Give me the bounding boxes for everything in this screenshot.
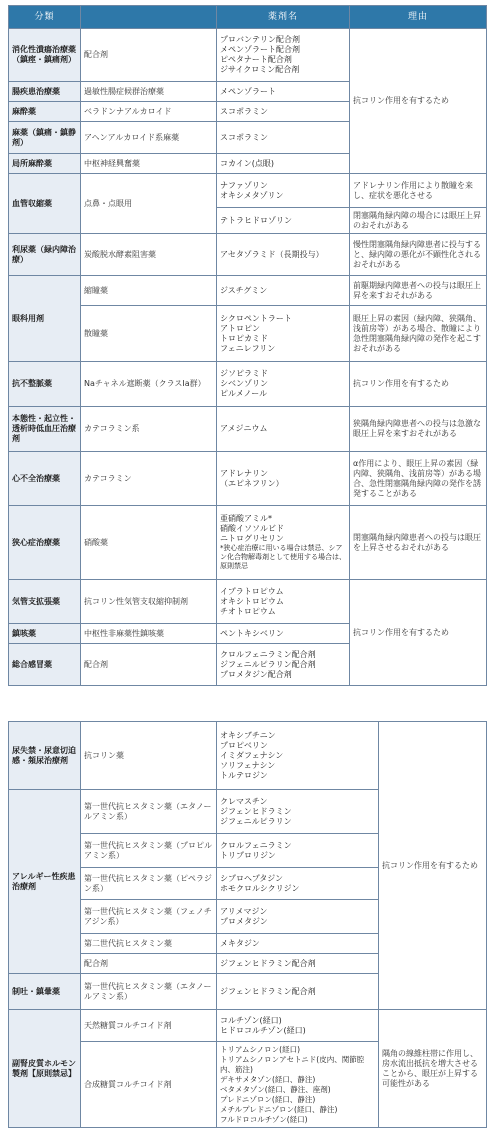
reason-cell: 抗コリン作用を有するため [350, 362, 487, 407]
table-row [9, 452, 487, 506]
reason-cell: α作用により、眼圧上昇の素因（緑内障、狭隅角、浅前房等）がある場合、急性閉塞隅角緑内障の発作を誘発することがある [350, 452, 487, 506]
reason-cell: 慢性閉塞隅角緑内障患者に投与すると、緑内障の悪化が不顕性化されるおそれがある [350, 234, 487, 276]
subcategory-cell: 炭酸脱水酵素阻害薬 [81, 234, 217, 276]
table-row [9, 362, 487, 407]
table-row [9, 506, 487, 580]
drug-cell: ペントキシベリン [217, 624, 350, 644]
reason-cell: 前駆期緑内障患者への投与は眼圧上昇を来すおそれがある [350, 276, 487, 306]
drug-cell: メペンゾラート [217, 82, 350, 102]
drug-cell: シクロペントラート アトロピン トロピカミド フェニレフリン [217, 306, 350, 362]
subcategory-cell: 天然糖質コルチコイド剤 [81, 1010, 217, 1042]
subcategory-cell: 第二世代抗ヒスタミン薬 [81, 934, 217, 954]
drug-cell: クロルフェニラミン配合剤 ジフェニルピラリン配合剤 プロメタジン配合剤 [217, 644, 350, 686]
drug-cell: ジソピラミド シベンゾリン ピルメノール [217, 362, 350, 407]
table-row [9, 174, 487, 208]
drug-cell: テトラヒドロゾリン [217, 208, 350, 234]
subcategory-cell: 点鼻・点眼用 [81, 174, 217, 234]
category-cell: 消化性潰瘍治療薬（鎮痙・鎮痛剤） [9, 29, 81, 82]
category-cell: 尿失禁・尿意切迫感・頻尿治療剤 [9, 722, 81, 790]
subcategory-cell: 散瞳薬 [81, 306, 217, 362]
subcategory-cell: 配合剤 [81, 29, 217, 82]
drug-cell: オキシブチニン プロピベリン イミダフェナシン ソリフェナシン トルテロジン [217, 722, 379, 790]
drug-table-part1 [8, 5, 487, 686]
subcategory-cell: 縮瞳薬 [81, 276, 217, 306]
subcategory-cell: 第一世代抗ヒスタミン薬（エタノールアミン系） [81, 974, 217, 1010]
drug-cell: クレマスチン ジフェンヒドラミン ジフェニルピラリン [217, 790, 379, 834]
category-cell: 抗不整脈薬 [9, 362, 81, 407]
drug-cell: プロバンテリン配合剤 メペンゾラート配合剤 ピペタナート配合剤 ジサイクロミン配合剤 [217, 29, 350, 82]
subcategory-cell: 第一世代抗ヒスタミン薬（プロピルアミン系） [81, 834, 217, 868]
drug-cell: ジスチグミン [217, 276, 350, 306]
drug-cell: イプラトロピウム オキシトロピウム チオトロピウム [217, 580, 350, 624]
drug-cell [217, 506, 350, 580]
table-row [9, 29, 487, 82]
subcategory-cell: 配合剤 [81, 954, 217, 974]
category-cell: 腸疾患治療薬 [9, 82, 81, 102]
drug-cell: トリアムシノロン(経口) トリアムシノロンアセトニド(皮内、関節腔内、筋注) デキサメタゾン(経口、静注) ベタメタゾン(経口、静注、座剤) プレドニゾロン(経口、静注) メチルプレドニゾロン(経口、静注) フルドロコルチゾン(経口) [217, 1042, 379, 1128]
category-cell: 麻酔薬 [9, 102, 81, 122]
subcategory-cell: 合成糖質コルチコイド剤 [81, 1042, 217, 1128]
drug-cell: スコポラミン [217, 102, 350, 122]
table-row [9, 234, 487, 276]
table-row [9, 580, 487, 624]
drug-cell: アドレナリン （エピネフリン） [217, 452, 350, 506]
reason-cell: 狭隅角緑内障患者への投与は急激な眼圧上昇を来すおそれがある [350, 407, 487, 452]
reason-cell: 隅角の線維柱帯に作用し、房水流出抵抗を増大させることから、眼圧が上昇する可能性がある [379, 1010, 487, 1128]
reason-cell: 眼圧上昇の素因（緑内障、狭隅角、浅前房等）がある場合、散瞳により急性閉塞隅角緑内障の発作を起こすおそれがある [350, 306, 487, 362]
subcategory-cell: 抗コリン薬 [81, 722, 217, 790]
reason-cell: 抗コリン作用を有するため [350, 580, 487, 686]
drug-cell: アリメマジン プロメタジン [217, 900, 379, 934]
subcategory-cell: 中枢性非麻薬性鎮咳薬 [81, 624, 217, 644]
subcategory-cell: 抗コリン性気管支収縮抑制剤 [81, 580, 217, 624]
reason-cell: アドレナリン作用により散瞳を来し、症状を悪化させる [350, 174, 487, 208]
reason-cell: 抗コリン作用を有するため [379, 722, 487, 1010]
subcategory-cell: 第一世代抗ヒスタミン薬（エタノールアミン系） [81, 790, 217, 834]
drug-cell: メキタジン [217, 934, 379, 954]
table-header [9, 6, 487, 29]
subcategory-cell: カテコラミン系 [81, 407, 217, 452]
drug-note: *狭心症治療に用いる場合は禁忌、シアン化合物解毒剤として使用する場合は、原則禁忌 [220, 544, 346, 570]
header-reason: 理由 [350, 6, 487, 29]
drug-cell: ジフェンヒドラミン配合剤 [217, 974, 379, 1010]
drug-cell: ジフェンヒドラミン配合剤 [217, 954, 379, 974]
table-row [9, 306, 487, 362]
subcategory-cell: ベラドンナアルカロイド [81, 102, 217, 122]
table-row [9, 722, 487, 790]
drug-list: 亜硝酸アミル* 硝酸イソソルビド ニトログリセリン [220, 514, 284, 543]
subcategory-cell: 配合剤 [81, 644, 217, 686]
drug-cell: スコポラミン [217, 122, 350, 154]
category-cell: アレルギー性疾患治療剤 [9, 790, 81, 974]
drug-cell: アセタゾラミド（長期投与） [217, 234, 350, 276]
category-cell: 気管支拡張薬 [9, 580, 81, 624]
category-cell: 心不全治療薬 [9, 452, 81, 506]
reason-cell: 抗コリン作用を有するため [350, 29, 487, 174]
category-cell: 麻薬（鎮痛・鎮静剤） [9, 122, 81, 154]
drug-table-part2 [8, 721, 487, 1128]
category-cell: 副腎皮質ホルモン製剤【原則禁忌】 [9, 1010, 81, 1128]
subcategory-cell: 第一世代抗ヒスタミン薬（ピペラジン系） [81, 868, 217, 900]
category-cell: 本態性・起立性・透析時低血圧治療剤 [9, 407, 81, 452]
category-cell: 血管収縮薬 [9, 174, 81, 234]
category-cell: 鎮咳薬 [9, 624, 81, 644]
drug-cell: コカイン(点眼) [217, 154, 350, 174]
reason-cell: 閉塞隅角緑内障患者への投与は眼圧を上昇させるおそれがある [350, 506, 487, 580]
drug-cell: コルチゾン(経口) ヒドロコルチゾン(経口) [217, 1010, 379, 1042]
subcategory-cell: Naチャネル遮断薬（クラスⅠa群） [81, 362, 217, 407]
category-cell: 総合感冒薬 [9, 644, 81, 686]
drug-cell: シプロヘプタジン ホモクロルシクリジン [217, 868, 379, 900]
header-category: 分類 [9, 6, 81, 29]
table-row [9, 407, 487, 452]
category-cell: 狭心症治療薬 [9, 506, 81, 580]
subcategory-cell: 硝酸薬 [81, 506, 217, 580]
subcategory-cell: 第一世代抗ヒスタミン薬（フェノチアジン系） [81, 900, 217, 934]
category-cell: 局所麻酔薬 [9, 154, 81, 174]
drug-cell: クロルフェニラミン トリプロリジン [217, 834, 379, 868]
table-row [9, 276, 487, 306]
category-cell: 利尿薬（緑内障治療） [9, 234, 81, 276]
table-row [9, 1010, 487, 1042]
drug-cell: アメジニウム [217, 407, 350, 452]
category-cell: 制吐・鎮暈薬 [9, 974, 81, 1010]
drug-cell: ナファゾリン オキシメタゾリン [217, 174, 350, 208]
subcategory-cell: 過敏性腸症候群治療薬 [81, 82, 217, 102]
subcategory-cell: アヘンアルカロイド系麻薬 [81, 122, 217, 154]
category-cell: 眼科用剤 [9, 276, 81, 362]
subcategory-cell: カテコラミン [81, 452, 217, 506]
subcategory-cell: 中枢神経興奮薬 [81, 154, 217, 174]
header-drug: 薬剤名 [217, 6, 350, 29]
reason-cell: 閉塞隅角緑内障の場合には眼圧上昇のおそれがある [350, 208, 487, 234]
header-spacer [81, 6, 217, 29]
